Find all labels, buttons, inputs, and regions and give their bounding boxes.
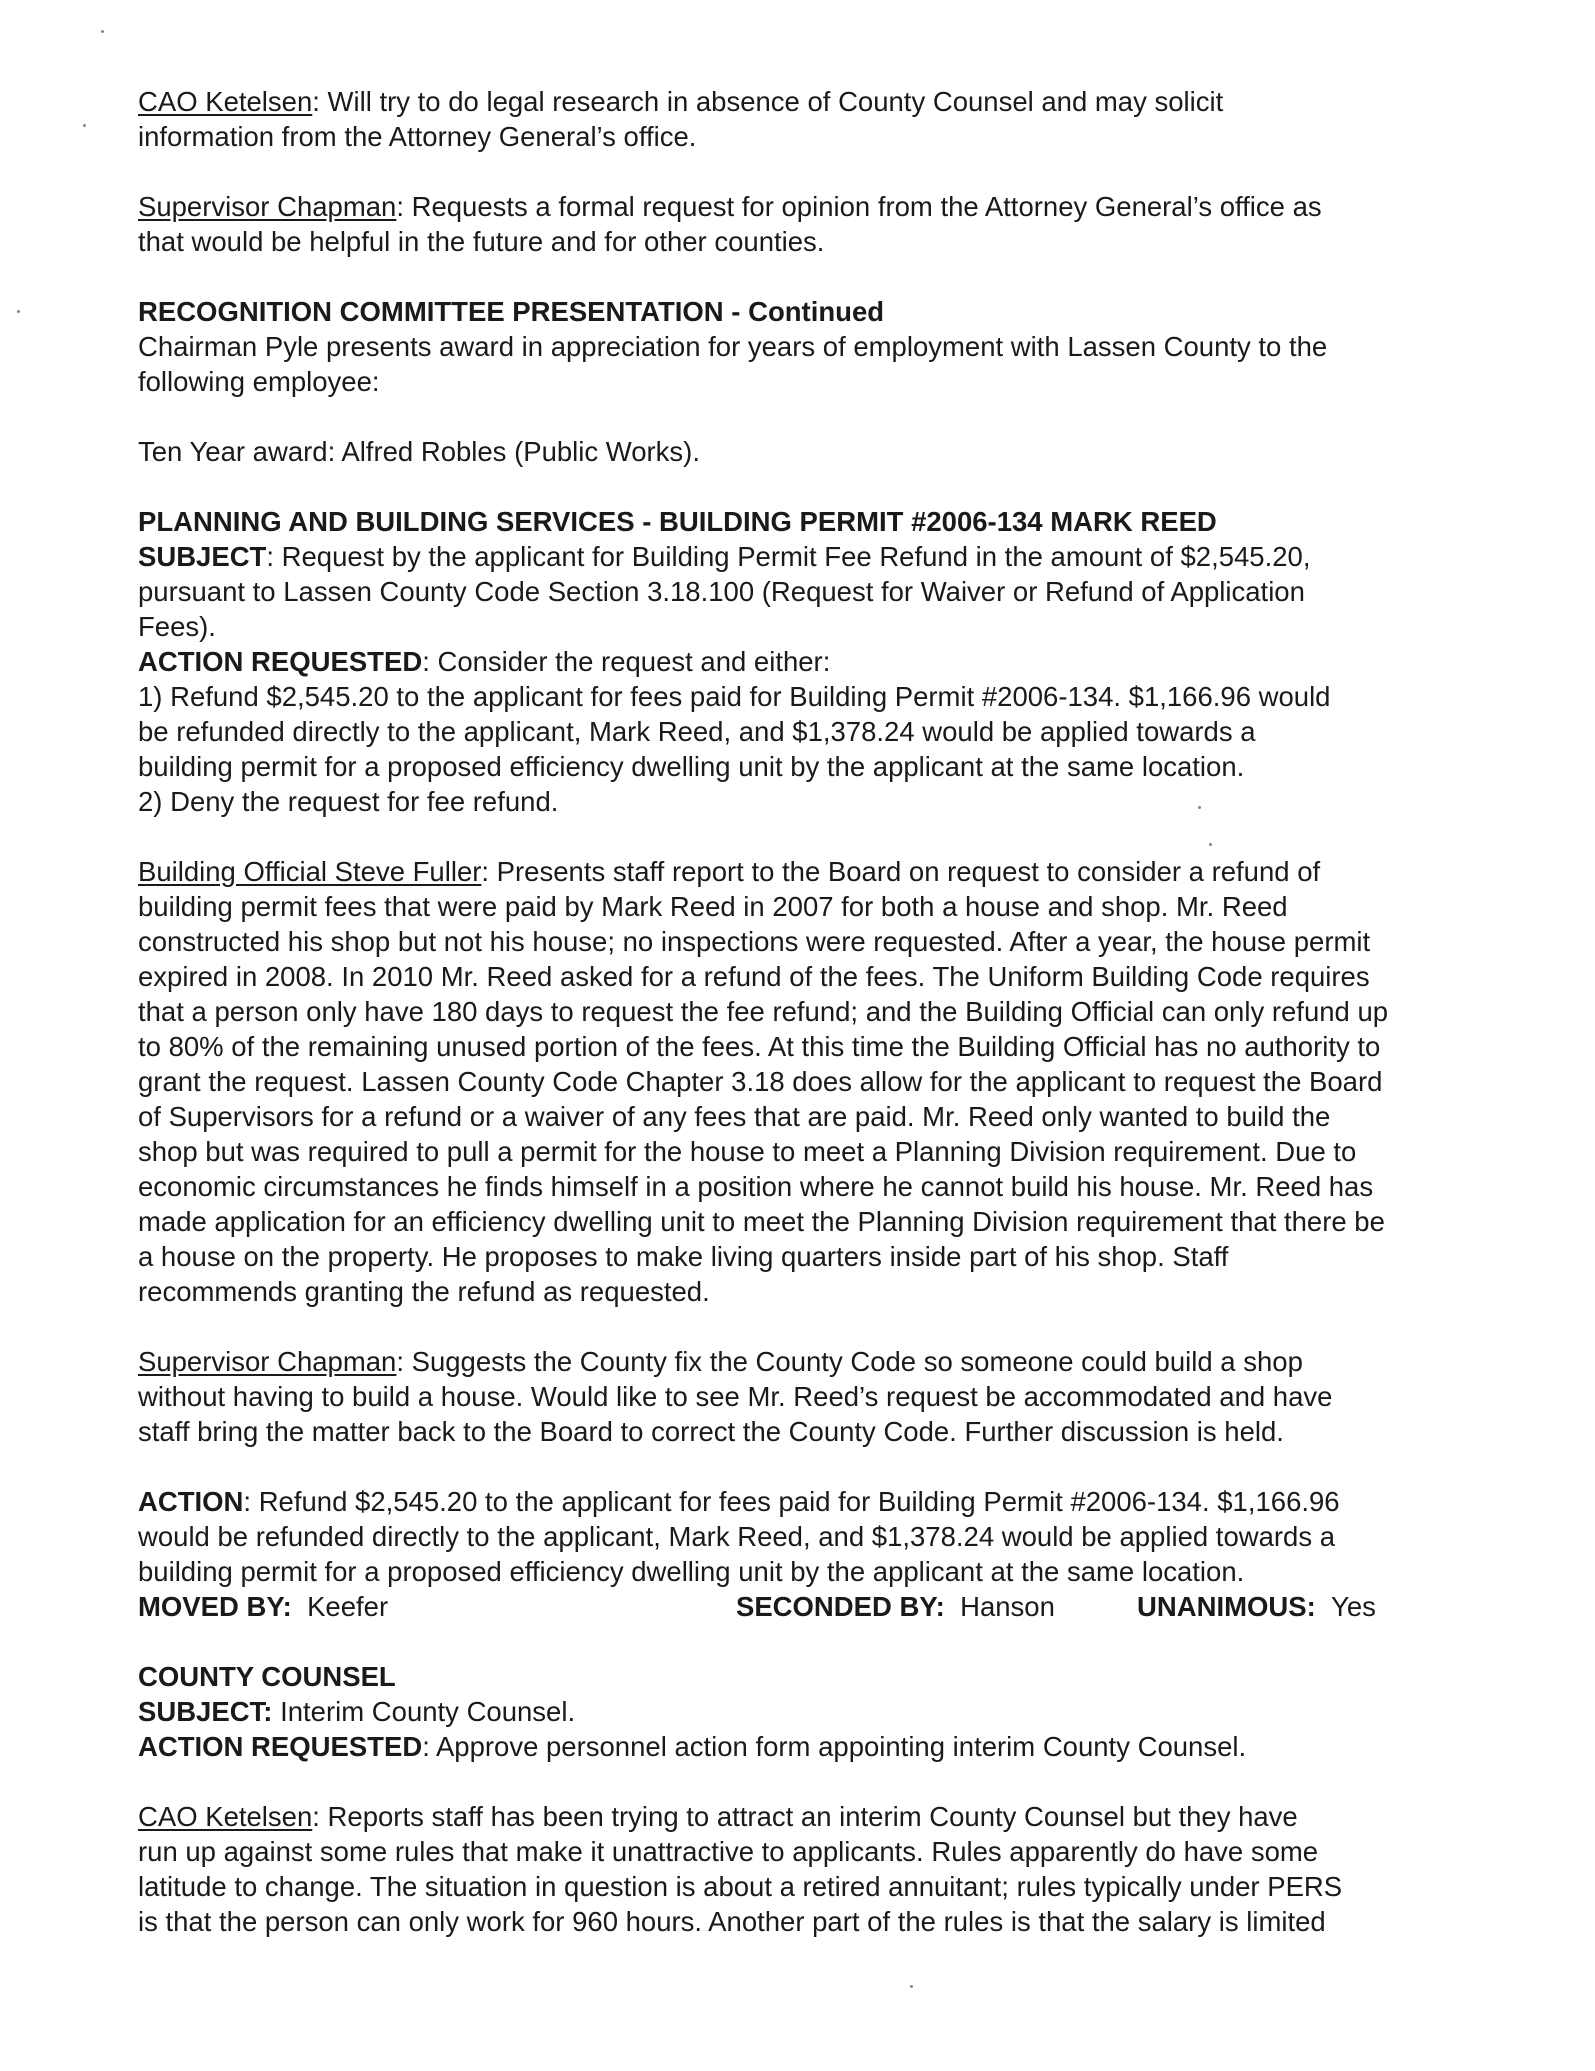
- text-line: pursuant to Lassen County Code Section 3.18.100 (Request for Waiver or Refund of Application: [138, 576, 1305, 607]
- text-line: expired in 2008. In 2010 Mr. Reed asked for a refund of the fees. The Uniform Building Code requires: [138, 961, 1370, 992]
- section-heading: COUNTY COUNSEL: [138, 1661, 396, 1692]
- subject-text: Interim County Counsel.: [272, 1696, 576, 1727]
- scan-speck: [1198, 806, 1201, 809]
- text-line: building permit fees that were paid by Mark Reed in 2007 for both a house and shop. Mr. Reed: [138, 891, 1288, 922]
- text-line: made application for an efficiency dwelling unit to meet the Planning Division requirement that there be: [138, 1206, 1385, 1237]
- text-line: [138, 84, 1490, 119]
- section-heading: PLANNING AND BUILDING SERVICES - BUILDING PERMIT #2006-134 MARK REED: [138, 506, 1217, 537]
- text-line: building permit for a proposed efficiency dwelling unit by the applicant at the same location.: [138, 1556, 1245, 1587]
- action-requested-label: ACTION REQUESTED: [138, 646, 423, 677]
- text-line: building permit for a proposed efficiency dwelling unit by the applicant at the same location.: [138, 751, 1245, 782]
- text-line: [138, 644, 1490, 679]
- action-requested-text: : Approve personnel action form appointing interim County Counsel.: [422, 1731, 1247, 1762]
- text-line: run up against some rules that make it unattractive to applicants. Rules apparently do have some: [138, 1836, 1319, 1867]
- text-line: following employee:: [138, 366, 380, 397]
- vote-row: [138, 1589, 1490, 1624]
- award-line: [138, 434, 1490, 469]
- text-line: [138, 1484, 1490, 1519]
- action-text: : Refund $2,545.20 to the applicant for fees paid for Building Permit #2006-134. $1,166.96: [243, 1486, 1340, 1517]
- scan-speck: [83, 124, 86, 127]
- moved-by-label: MOVED BY:: [138, 1591, 292, 1622]
- seconded-by-label: SECONDED BY:: [736, 1591, 945, 1622]
- unanimous-value: Yes: [1331, 1591, 1376, 1622]
- text-line: shop but was required to pull a permit for the house to meet a Planning Division requirement. Due to: [138, 1136, 1357, 1167]
- chapman-statement-1: [138, 189, 1490, 259]
- seconded-by-value: Hanson: [960, 1591, 1055, 1622]
- text-line: [138, 1694, 1490, 1729]
- scan-speck: [910, 1985, 913, 1988]
- ketelsen-statement-2: [138, 1799, 1490, 1939]
- seconded-by: [736, 1589, 1055, 1624]
- text-line: be refunded directly to the applicant, Mark Reed, and $1,378.24 would be applied towards a: [138, 716, 1256, 747]
- text-line: is that the person can only work for 960 hours. Another part of the rules is that the salary is limited: [138, 1906, 1326, 1937]
- text-line: Fees).: [138, 611, 216, 642]
- text-line: would be refunded directly to the applicant, Mark Reed, and $1,378.24 would be applied towards a: [138, 1521, 1336, 1552]
- section-heading: RECOGNITION COMMITTEE PRESENTATION - Continued: [138, 296, 885, 327]
- text-line: Chairman Pyle presents award in appreciation for years of employment with Lassen County to the: [138, 331, 1328, 362]
- moved-by: [138, 1589, 388, 1624]
- statement-text: : Suggests the County fix the County Code so someone could build a shop: [396, 1346, 1303, 1377]
- fuller-statement: [138, 854, 1490, 1309]
- text-line: recommends granting the refund as requested.: [138, 1276, 710, 1307]
- text-line: staff bring the matter back to the Board to correct the County Code. Further discussion is held.: [138, 1416, 1284, 1447]
- text-line: Ten Year award: Alfred Robles (Public Works).: [138, 436, 700, 467]
- text-line: that a person only have 180 days to request the fee refund; and the Building Official can only refund up: [138, 996, 1389, 1027]
- text-line: 1) Refund $2,545.20 to the applicant for fees paid for Building Permit #2006-134. $1,166.96 would: [138, 681, 1331, 712]
- text-line: [138, 1344, 1490, 1379]
- unanimous: [1137, 1589, 1376, 1624]
- statement-text: : Presents staff report to the Board on request to consider a refund of: [481, 856, 1321, 887]
- text-line: without having to build a house. Would like to see Mr. Reed’s request be accommodated and have: [138, 1381, 1333, 1412]
- text-line: grant the request. Lassen County Code Chapter 3.18 does allow for the applicant to request the Board: [138, 1066, 1383, 1097]
- statement-text: : Will try to do legal research in absence of County Counsel and may solicit: [312, 86, 1224, 117]
- text-line: that would be helpful in the future and for other counties.: [138, 226, 825, 257]
- speaker-name: Supervisor Chapman: [138, 1346, 397, 1377]
- action-section: [138, 1484, 1490, 1624]
- text-line: information from the Attorney General’s office.: [138, 121, 697, 152]
- speaker-name: CAO Ketelsen: [138, 86, 313, 117]
- scan-speck: [101, 30, 104, 33]
- text-line: a house on the property. He proposes to make living quarters inside part of his shop. Staff: [138, 1241, 1229, 1272]
- scan-speck: [17, 310, 20, 313]
- subject-label: SUBJECT:: [138, 1696, 273, 1727]
- text-line: [138, 189, 1490, 224]
- county-counsel-section: [138, 1659, 1490, 1764]
- minutes-page: [138, 84, 1490, 1939]
- subject-text: : Request by the applicant for Building Permit Fee Refund in the amount of $2,545.20,: [266, 541, 1311, 572]
- text-line: 2) Deny the request for fee refund.: [138, 786, 559, 817]
- action-requested-label: ACTION REQUESTED: [138, 1731, 423, 1762]
- scan-speck: [1209, 843, 1212, 846]
- text-line: [138, 1799, 1490, 1834]
- planning-section: [138, 504, 1490, 819]
- unanimous-label: UNANIMOUS:: [1137, 1591, 1316, 1622]
- text-line: [138, 539, 1490, 574]
- text-line: economic circumstances he finds himself in a position where he cannot build his house. Mr. Reed has: [138, 1171, 1374, 1202]
- text-line: of Supervisors for a refund or a waiver of any fees that are paid. Mr. Reed only wanted to build the: [138, 1101, 1331, 1132]
- recognition-section: [138, 294, 1490, 399]
- action-label: ACTION: [138, 1486, 244, 1517]
- text-line: [138, 1729, 1490, 1764]
- text-line: constructed his shop but not his house; no inspections were requested. After a year, the house permit: [138, 926, 1371, 957]
- text-line: to 80% of the remaining unused portion of the fees. At this time the Building Official has no authority to: [138, 1031, 1381, 1062]
- text-line: latitude to change. The situation in question is about a retired annuitant; rules typically under PERS: [138, 1871, 1343, 1902]
- speaker-name: Supervisor Chapman: [138, 191, 397, 222]
- ketelsen-statement-1: [138, 84, 1490, 154]
- statement-text: : Requests a formal request for opinion from the Attorney General’s office as: [396, 191, 1322, 222]
- text-line: [138, 854, 1490, 889]
- action-requested-text: : Consider the request and either:: [422, 646, 831, 677]
- speaker-name: Building Official Steve Fuller: [138, 856, 482, 887]
- moved-by-value: Keefer: [307, 1591, 389, 1622]
- subject-label: SUBJECT: [138, 541, 267, 572]
- speaker-name: CAO Ketelsen: [138, 1801, 313, 1832]
- chapman-statement-2: [138, 1344, 1490, 1449]
- statement-text: : Reports staff has been trying to attract an interim County Counsel but they have: [312, 1801, 1298, 1832]
